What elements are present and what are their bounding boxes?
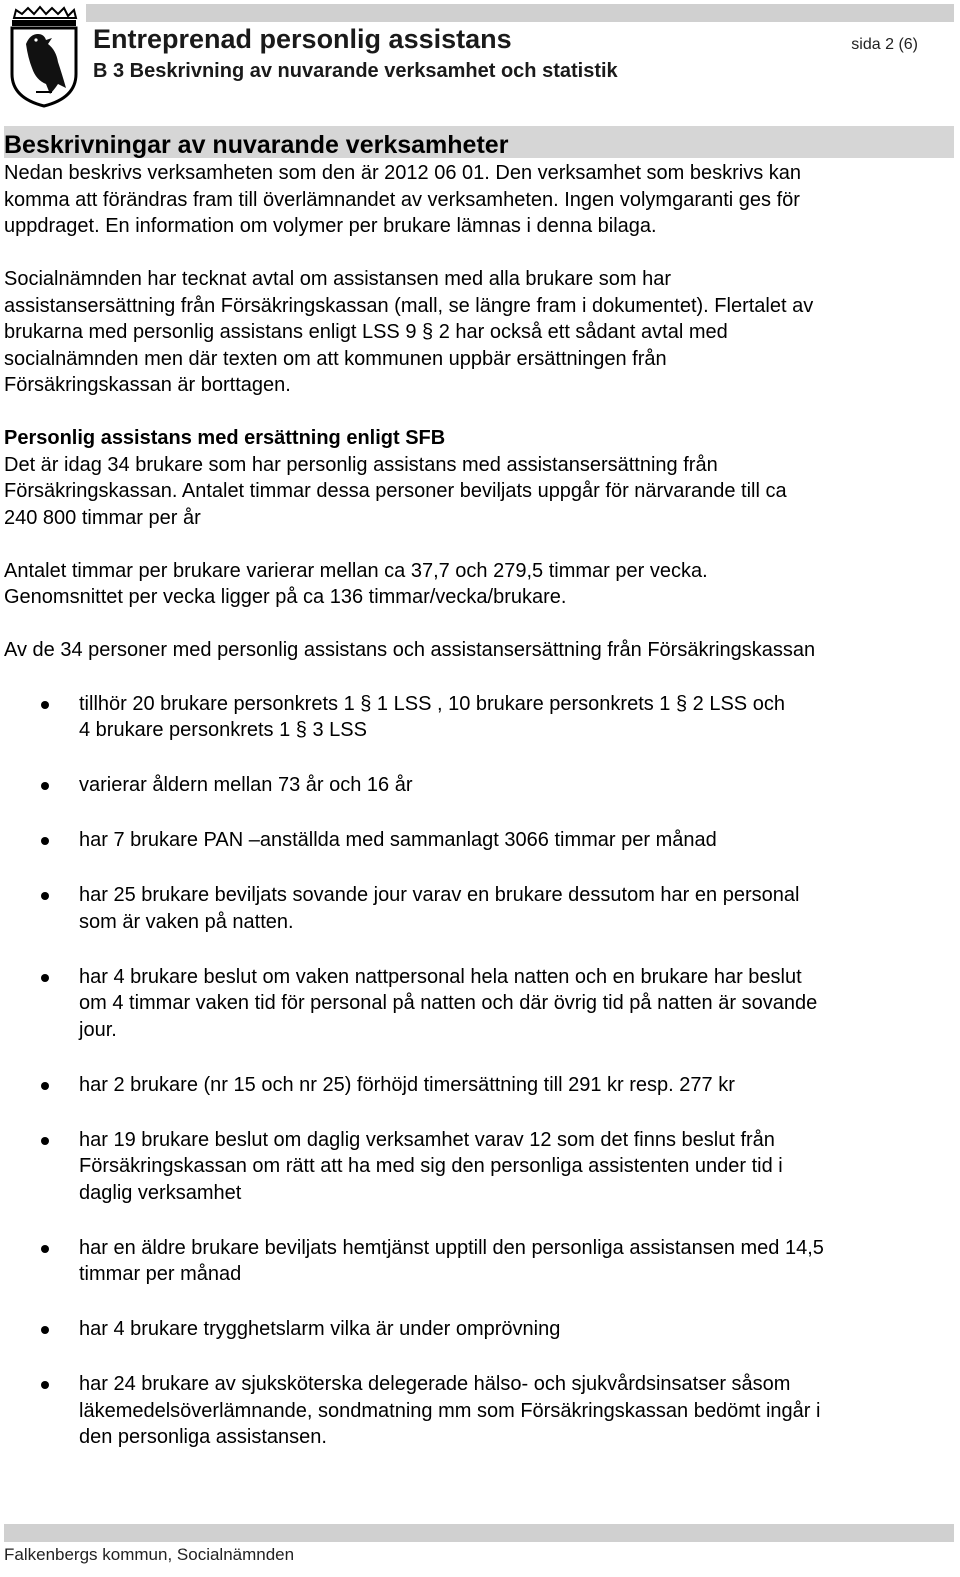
text-line: har 2 brukare (nr 15 och nr 25) förhöjd timersättning till 291 kr resp. 277 kr [79,1073,735,1096]
text-line: har en äldre brukare beviljats hemtjänst upptill den personliga assistansen med 14,5 [79,1236,824,1259]
document-subtitle: B 3 Beskrivning av nuvarande verksamhet och statistik [93,60,618,82]
text-line: varierar åldern mellan 73 år och 16 år [79,774,413,796]
hours-paragraph [4,452,952,532]
text-line: daglig verksamhet [79,1181,242,1204]
text-line: Försäkringskassan är borttagen. [4,374,291,396]
document-title: Entreprenad personlig assistans [93,24,512,54]
list-item [4,1316,952,1343]
text-line: Det är idag 34 brukare som har personlig assistans med assistansersättning från [4,453,718,476]
text-line: timmar per månad [79,1263,242,1285]
text-line: jour. [79,1018,117,1041]
text-line: Genomsnittet per vecka ligger på ca 136 timmar/vecka/brukare. [4,586,567,608]
bullet-list [4,691,952,1451]
footer-rule [4,1524,954,1542]
text-line: Försäkringskassan. Antalet timmar dessa personer beviljats uppgår för närvarande till ca [4,480,787,502]
text-line: har 4 brukare beslut om vaken nattpersonal hela natten och en brukare har beslut [79,965,802,988]
text-line: har 7 brukare PAN –anställda med sammanlagt 3066 timmar per månad [79,829,717,851]
average-paragraph [4,558,952,611]
list-item [4,1235,952,1288]
text-line: Antalet timmar per brukare varierar mellan ca 37,7 och 279,5 timmar per vecka. [4,559,708,582]
list-item [4,1371,952,1451]
text-line: läkemedelsöverlämnande, sondmatning mm som Försäkringskassan bedömt ingår i [79,1399,821,1422]
list-item [4,882,952,935]
footer-text: Falkenbergs kommun, Socialnämnden [4,1545,295,1564]
section-heading: Beskrivningar av nuvarande verksamheter [4,131,509,159]
agreement-paragraph [4,266,952,399]
subheading: Personlig assistans med ersättning enligt SFB [4,427,446,449]
text-line: om 4 timmar vaken tid för personal på natten och där övrig tid på natten är sovande [79,992,818,1014]
text-line: assistansersättning från Försäkringskassan (mall, se längre fram i dokumentet). Flertalet av [4,294,814,317]
text-line: Socialnämnden har tecknat avtal om assistansen med alla brukare som har [4,268,672,290]
text-line: har 24 brukare av sjuksköterska delegerade hälso- och sjukvårdsinsatser såsom [79,1373,791,1395]
text-line: 4 brukare personkrets 1 § 3 LSS [79,719,367,741]
list-intro: Av de 34 personer med personlig assistans och assistansersättning från Försäkringskassan [4,639,816,661]
document-body [4,130,952,1451]
text-line: socialnämnden men där texten om att kommunen uppbär ersättningen från [4,347,667,370]
text-line: Försäkringskassan om rätt att ha med sig den personliga assistenten under tid i [79,1155,783,1177]
list-item [4,827,952,854]
text-line: 240 800 timmar per år [4,506,201,529]
text-line: tillhör 20 brukare personkrets 1 § 1 LSS , 10 brukare personkrets 1 § 2 LSS och [79,692,785,715]
list-item [4,691,952,744]
list-item [4,964,952,1044]
page-number: sida 2 (6) [851,36,918,53]
text-line: komma att förändras fram till överlämnandet av verksamheten. Ingen volymgaranti ges för [4,188,800,211]
falcon-coat-of-arms-icon [6,4,82,108]
text-line: som är vaken på natten. [79,910,294,933]
list-item [4,1072,952,1099]
text-line: brukarna med personlig assistans enligt LSS 9 § 2 har också ett sådant avtal med [4,321,728,343]
text-line: uppdraget. En information om volymer per brukare lämnas i denna bilaga. [4,215,657,237]
intro-paragraph [4,160,952,240]
list-item [4,1127,952,1207]
text-line: Nedan beskrivs verksamheten som den är 2012 06 01. Den verksamhet som beskrivs kan [4,162,802,184]
text-line: den personliga assistansen. [79,1426,327,1448]
text-line: har 25 brukare beviljats sovande jour varav en brukare dessutom har en personal [79,884,800,906]
header-rule [86,4,954,22]
text-line: har 4 brukare trygghetslarm vilka är under omprövning [79,1318,561,1340]
text-line: har 19 brukare beslut om daglig verksamhet varav 12 som det finns beslut från [79,1128,775,1151]
list-item [4,772,952,799]
